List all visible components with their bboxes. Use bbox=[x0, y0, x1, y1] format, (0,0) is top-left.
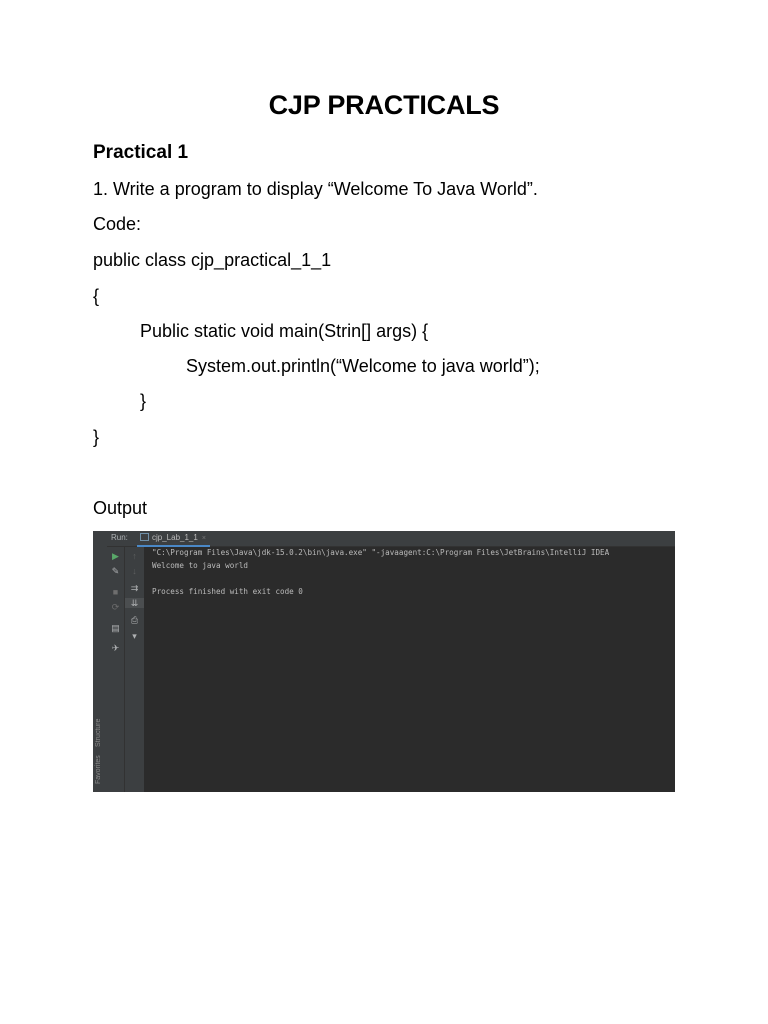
tool-window-strip bbox=[93, 531, 108, 792]
favorites-tab[interactable]: Favorites bbox=[95, 755, 102, 784]
code-label: Code: bbox=[93, 214, 142, 234]
trash-icon[interactable]: ▾ bbox=[132, 631, 137, 641]
console-line: Welcome to java world bbox=[152, 561, 249, 570]
run-tab-bar bbox=[107, 531, 675, 547]
page-title: CJP PRACTICALS bbox=[268, 90, 500, 120]
ide-run-window bbox=[93, 531, 675, 792]
up-arrow-icon[interactable]: ↑ bbox=[132, 551, 137, 561]
layout-icon[interactable]: ▤ bbox=[111, 623, 120, 633]
down-arrow-icon[interactable]: ↓ bbox=[132, 566, 137, 576]
console-line: Process finished with exit code 0 bbox=[152, 587, 303, 596]
run-toolbar bbox=[107, 547, 125, 792]
code-line: System.out.println(“Welcome to java world”); bbox=[186, 356, 540, 376]
run-label: Run: bbox=[111, 533, 128, 542]
output-label: Output bbox=[93, 498, 148, 518]
scroll-to-end-icon[interactable]: ⇊ bbox=[125, 598, 144, 608]
code-line: { bbox=[93, 286, 100, 306]
console-line: "C:\Program Files\Java\jdk-15.0.2\bin\java.exe" "-javaagent:C:\Program Files\JetBrains\IntelliJ IDEA bbox=[152, 548, 610, 557]
tab-label: cjp_Lab_1_1 bbox=[152, 533, 198, 542]
wrench-icon[interactable]: ✎ bbox=[111, 566, 120, 576]
run-icon[interactable]: ▶ bbox=[112, 551, 119, 561]
print-icon[interactable]: ⎙ bbox=[130, 615, 139, 625]
structure-tab[interactable]: Structure bbox=[95, 718, 102, 747]
code-line: } bbox=[93, 427, 100, 447]
console-output bbox=[152, 547, 675, 601]
run-tab[interactable] bbox=[137, 531, 210, 547]
console-icon bbox=[140, 533, 149, 541]
stop-icon[interactable]: ■ bbox=[112, 587, 119, 597]
soft-wrap-icon[interactable]: ⇉ bbox=[130, 583, 139, 593]
practical-heading: Practical 1 bbox=[93, 142, 189, 163]
console-toolbar bbox=[125, 547, 145, 792]
close-icon[interactable]: × bbox=[201, 535, 206, 542]
pin-icon[interactable]: ✈ bbox=[111, 643, 120, 653]
code-line: public class cjp_practical_1_1 bbox=[93, 250, 332, 270]
code-line: } bbox=[140, 391, 147, 411]
code-line: Public static void main(Strin[] args) { bbox=[140, 321, 429, 341]
question-text: 1. Write a program to display “Welcome To Java World”. bbox=[93, 179, 538, 199]
rerun-icon[interactable]: ⟳ bbox=[111, 602, 120, 612]
